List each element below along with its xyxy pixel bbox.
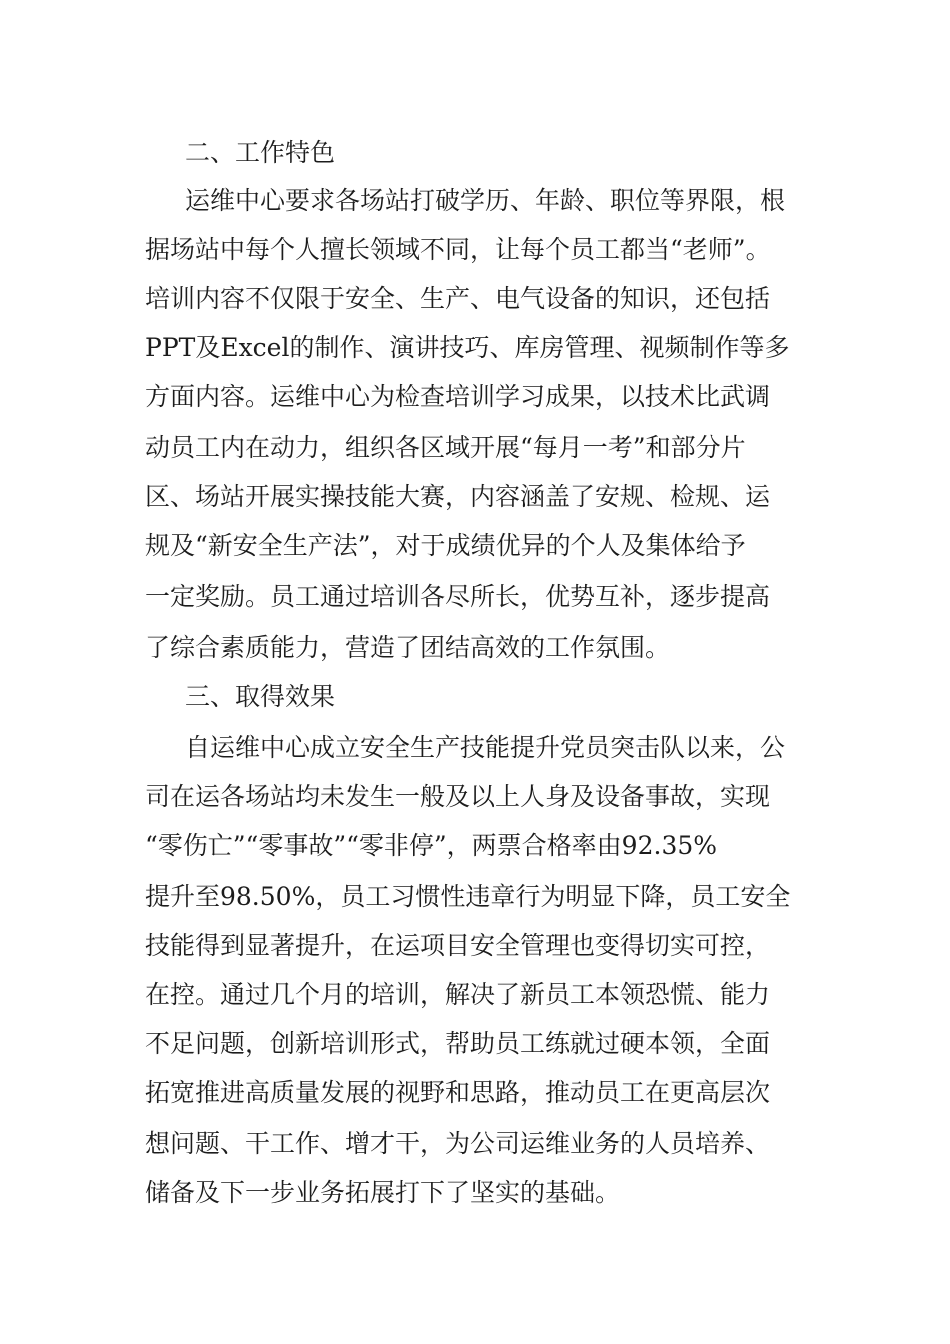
paragraph-line: 想问题、干工作、增才干，为公司运维业务的人员培养、 (145, 1129, 771, 1158)
paragraph-line: 提升至98.50%，员工习惯性违章行为明显下降，员工安全 (145, 882, 791, 911)
paragraph-line: 司在运各场站均未发生一般及以上人身及设备事故，实现 (145, 782, 771, 811)
paragraph-line: 技能得到显著提升，在运项目安全管理也变得切实可控， (145, 931, 771, 960)
paragraph-line: 了综合素质能力，营造了团结高效的工作氛围。 (145, 633, 671, 662)
paragraph-line: 不足问题，创新培训形式，帮助员工练就过硬本领，全面 (145, 1029, 771, 1058)
paragraph-line: 储备及下一步业务拓展打下了坚实的基础。 (145, 1178, 621, 1207)
paragraph-line: 培训内容不仅限于安全、生产、电气设备的知识，还包括 (145, 284, 771, 313)
paragraph-line: 自运维中心成立安全生产技能提升党员突击队以来，公 (185, 733, 786, 762)
paragraph-line: 方面内容。运维中心为检查培训学习成果，以技术比武调 (145, 382, 771, 411)
paragraph-line: PPT及Excel的制作、演讲技巧、库房管理、视频制作等多 (145, 333, 790, 362)
section-heading-3: 三、取得效果 (185, 682, 336, 711)
paragraph-line: 规及“新安全生产法”，对于成绩优异的个人及集体给予 (145, 531, 746, 560)
paragraph-line: 拓宽推进高质量发展的视野和思路，推动员工在更高层次 (145, 1078, 771, 1107)
paragraph-line: 区、场站开展实操技能大赛，内容涵盖了安规、检规、运 (145, 482, 771, 511)
paragraph-line: 动员工内在动力，组织各区域开展“每月一考”和部分片 (145, 433, 746, 462)
section-heading-2: 二、工作特色 (185, 138, 336, 167)
paragraph-line: 一定奖励。员工通过培训各尽所长，优势互补，逐步提高 (145, 582, 771, 611)
paragraph-line: 在控。通过几个月的培训，解决了新员工本领恐慌、能力 (145, 980, 771, 1009)
paragraph-line: 运维中心要求各场站打破学历、年龄、职位等界限，根 (185, 186, 786, 215)
paragraph-line: “零伤亡”“零事故”“零非停”，两票合格率由92.35% (145, 831, 718, 860)
paragraph-line: 据场站中每个人擅长领域不同，让每个员工都当“老师”。 (145, 235, 771, 264)
